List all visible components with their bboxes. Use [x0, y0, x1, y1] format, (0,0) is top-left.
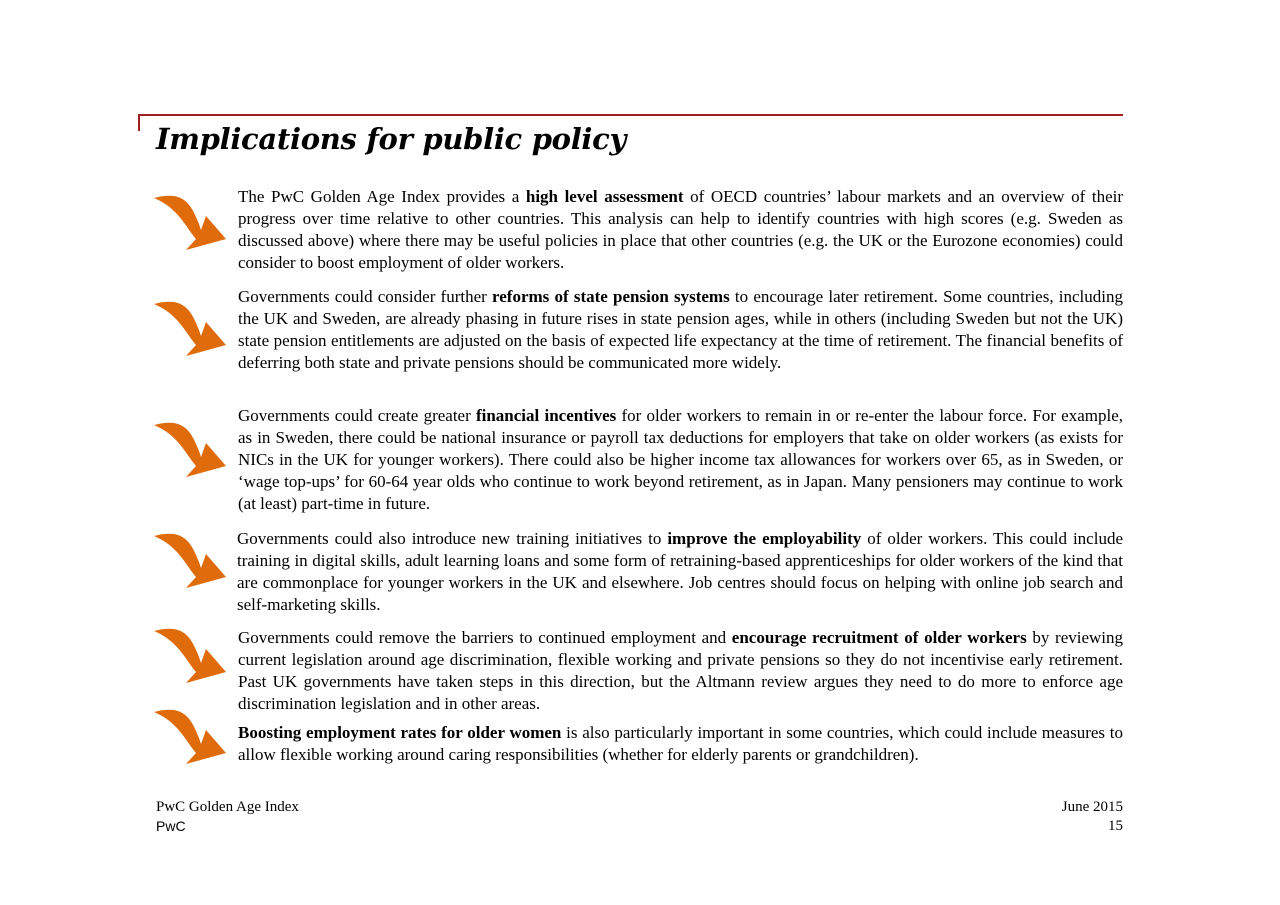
policy-text: Governments could also introduce new training initiatives to improve the employability of older workers. This could include training in digital skills, adult learning loans and some form of retraining-based apprenticeships for older workers of the kind that are commonplace for younger workers in the UK and elsewhere. Job centres should focus on helping with online job search and self-marketing skills. — [237, 529, 1123, 614]
page-number: 15 — [1108, 818, 1123, 834]
curved-arrow-icon — [154, 532, 232, 590]
policy-highlight: Boosting employment rates for older women — [238, 723, 562, 742]
policy-highlight: improve the employability — [667, 529, 862, 548]
policy-text: Governments could create greater financial incentives for older workers to remain in or re-enter the labour force. For example, as in Sweden, there could be national insurance or payroll tax deductions for employers that take on older workers (as exists for NICs in the UK for younger workers). There could also be higher income tax allowances for workers over 65, as in Sweden, or ‘wage top-ups’ for 60-64 year olds who continue to work beyond retirement, as in Japan. Many pensioners may continue to work (at least) part-time in future. — [238, 406, 1123, 513]
policy-highlight: encourage recruitment of older workers — [731, 628, 1027, 647]
top-rule — [138, 114, 1123, 116]
policy-text: The PwC Golden Age Index provides a high level assessment of OECD countries’ labour markets and an overview of their progress over time relative to other countries. This analysis can help to identify countries with high scores (e.g. Sweden as discussed above) where there may be useful policies in place that other countries (e.g. the UK or the Eurozone economies) could consider to boost employment of older workers. — [238, 187, 1123, 272]
footer-date: June 2015 — [1061, 799, 1123, 815]
footer-publication: PwC Golden Age Index — [156, 799, 299, 815]
curved-arrow-icon — [154, 627, 232, 685]
curved-arrow-icon — [154, 194, 232, 252]
policy-highlight: high level assessment — [525, 187, 684, 206]
curved-arrow-icon — [154, 421, 232, 479]
policy-text: Governments could remove the barriers to continued employment and encourage recruitment of older workers by reviewing current legislation around age discrimination, flexible working and private pensions so they do not incentivise early retirement. Past UK governments have taken steps in this direction, but the Altmann review argues they need to do more to enforce age discrimination legislation and in other areas. — [238, 628, 1124, 713]
footer-left — [156, 798, 299, 836]
policy-text: Boosting employment rates for older women is also particularly important in some countries, which could include measures to allow flexible working around caring responsibilities (whether for elderly parents or grandchildren). — [238, 723, 1123, 764]
footer-right — [1062, 798, 1123, 836]
footer-brand: PwC — [156, 818, 186, 834]
top-rule-tick — [138, 114, 140, 131]
curved-arrow-icon — [154, 300, 232, 358]
policy-highlight: financial incentives — [475, 406, 617, 425]
policy-text: Governments could consider further reforms of state pension systems to encourage later retirement. Some countries, including the UK and Sweden, are already phasing in future rises in state pension ages, while in others (including Sweden but not the UK) state pension entitlements are adjusted on the basis of expected life expectancy at the time of retirement. The financial benefits of deferring both state and private pensions should be communicated more widely. — [238, 287, 1123, 372]
page-title: Implications for public policy — [156, 122, 627, 156]
curved-arrow-icon — [154, 708, 232, 766]
policy-highlight: reforms of state pension systems — [492, 287, 730, 306]
